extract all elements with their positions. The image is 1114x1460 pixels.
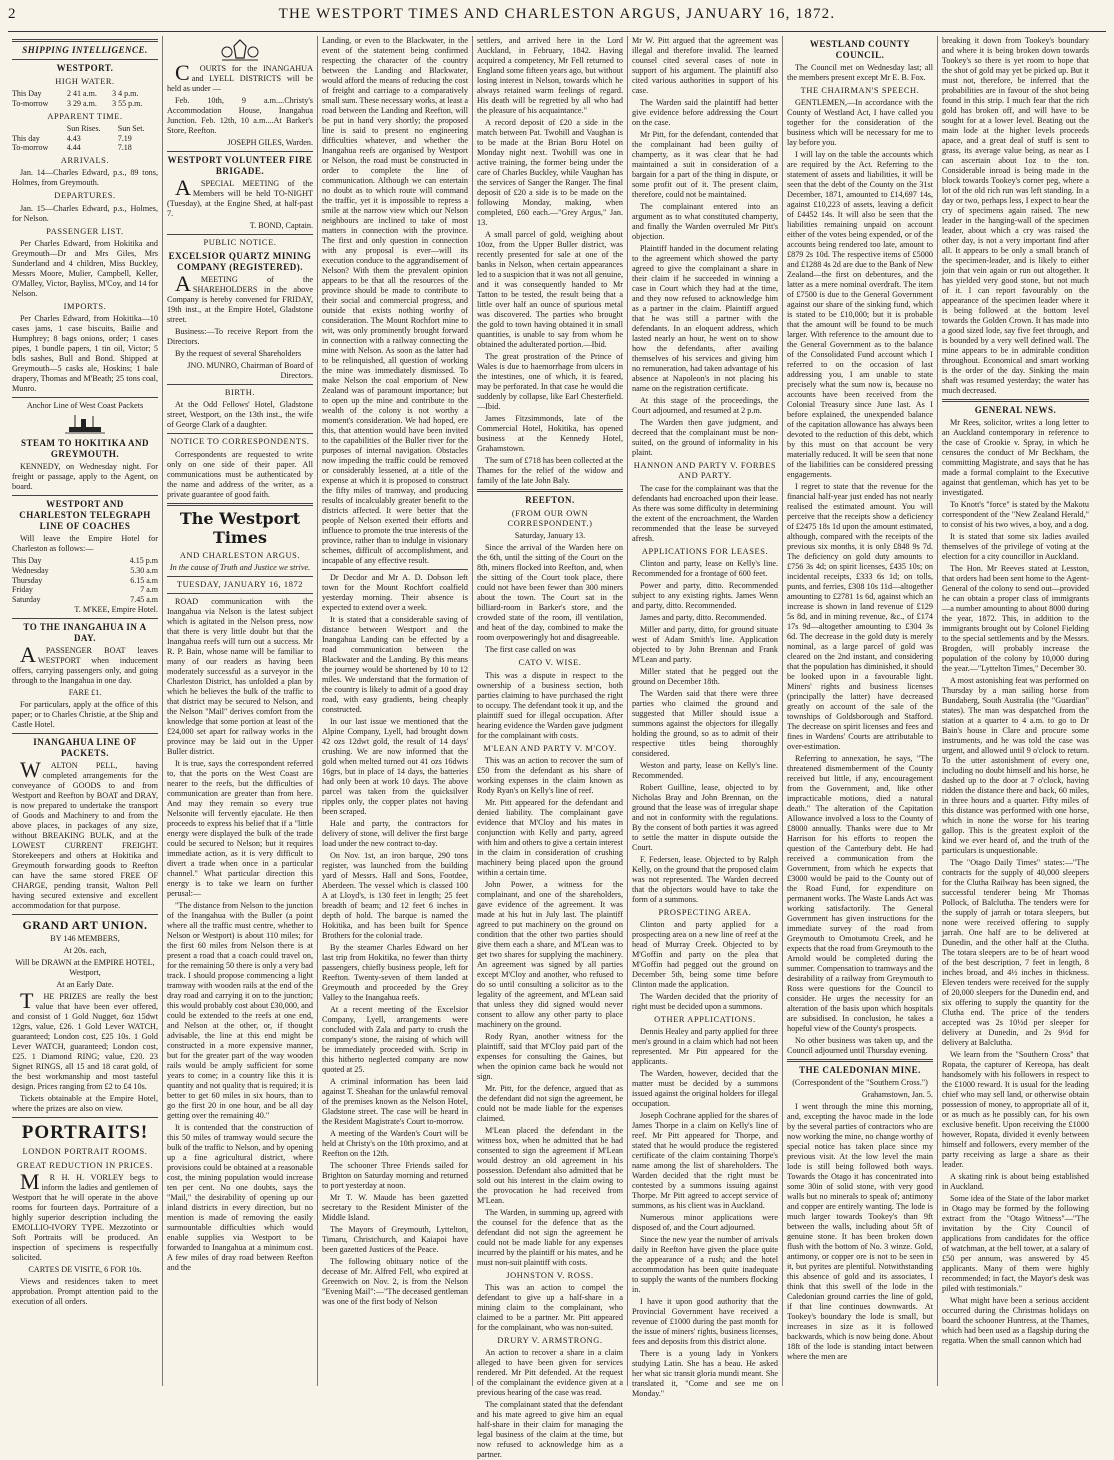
news-item: James Fitzsimmonds, late of the Commercial Hotel, Hokitika, has opened business at the Kennedy Hotel, Grahamstown. <box>477 414 623 453</box>
editorial-paragraph: "The distance from Nelson to the junction of the Inangahua with the Buller (a point where all the traffic must centre, whether to Nelson or Westport) is about 110 miles; for the first 60 miles from Nelson there is at present a road that a coach could travel on, for the remaining 50 there is only a very bad track. I should propose commencing a light tramway with wooden rails at the end of the dray road and carrying it on to the junction; this would probably cost about £30,000, and could be extended to the reefs at one end, and Nelson at the other, or, if thought advisable, the line at this end might be constructed in a more expensive manner, but for the greater part of the way wooden rails would be amply sufficient for some years to come; in a country like this it is quantity and not quality that is required; it is better to get 60 miles in six hours, than to go the first 20 in one hour, and be all day getting over the remaining 40." <box>167 901 313 1121</box>
inangahua-heading: TO THE INANGAHUA IN A DAY. <box>23 621 147 643</box>
correspondents-text: Correspondents are requested to write only on one side of their paper. All communications must be authenticated by the name and address of the writer, as a private guarantee of good faith. <box>167 449 313 499</box>
tickets-text: Tickets obtainable at the Empire Hotel, where the prizes are also on view. <box>12 1094 158 1114</box>
speech-paragraph: No other business was taken up, and the Council adjourned until Thursday evening. <box>787 1036 933 1056</box>
reefton-paragraph: The Warden said the plaintiff had better give evidence before addressing the Court on the case. <box>632 98 778 127</box>
coach-signature: T. M'KEE, Empire Hotel. <box>74 604 158 614</box>
application-text: James and party, ditto. Recommended. <box>640 612 767 622</box>
other-text: Joseph Cochrane applied for the shares of James Thorpe in a claim on Kelly's line of reef. Mr Pitt appeared for Thorpe, and stated that he would produce the registered certificate of the claim containing Thorpe's name among the list of shareholders. The Warden decided that the right must be contested by a summons issuing against Thorpe. Mr Pitt agreed to accept service of summons, as his client was in Auckland. <box>632 1111 778 1211</box>
column-4 <box>473 36 628 1460</box>
port-heading: WESTPORT. <box>56 62 114 73</box>
news-item: Mr Rees, solicitor, writes a long letter to an Auckland contemporary in reference to the case of Crookie v. Spray, in which he censures the conduct of Mr Beckham, the committing Magistrate, and says that he has made a formal complaint to the Executive against that gentleman, which has yet to be investigated. <box>942 417 1089 497</box>
inangahua-apply: For particulars, apply at the office of this paper; or to Charles Christie, at the Ship and Castle Hotel. <box>12 699 158 729</box>
section-heading: SHIPPING INTELLIGENCE. <box>22 45 148 55</box>
news-item: It is stated that some six ladies availed themselves of the privilege of voting at the election for a city councillor in Auckland. <box>942 531 1089 561</box>
case-text: This was a dispute in respect to the ownership of a business section, both parties claiming to have purchased the right to occupy. The defendant took it up, and the plaintiff sued for illegal occupation. After hearing evidence the Warden gave judgment for the complainant with costs. <box>477 670 623 740</box>
courts-notice: COURTS for the INANGAHUA and LYELL DISTRICTS will be held as under — <box>167 60 313 93</box>
other-text: Numerous minor applications were disposed of, and the Court adjourned. <box>632 1213 778 1233</box>
news-item: A most astonishing feat was performed on Thursday by a man sailing horse from Bundaberg, South Australia (the "Guardian" states). The man was despatched from the station at a quarter to 4 a.m. to go to Dr Bain's house in Clare and procure some instruments, and he was told the case was urgent, and allowed until 9 o'clock to return. To the utter astonishment of every one, including no doubt himself and his horse, he dashed up to the door at 7 o'clock, having ridden the distance there and back, 60 miles, in three hours and a quarter. Fifty miles of this distance was performed with one horse, which in none the worse for his tearing gallop. This is the greatest exploit of the kind we ever heard of, and the truth of the particulars is unquestionable. <box>942 675 1089 855</box>
case-text: Mr. Pitt, for the defence, argued that as the defendant did not sign the agreement, he could not be made liable for the expenses claimed. <box>477 1083 623 1123</box>
cartes-text: CARTES DE VISITE, 6 FOR 10s. <box>28 1264 142 1274</box>
packets-line-heading: INANGAHUA LINE OF PACKETS. <box>33 736 137 758</box>
imports-text: Per Charles Edward, from Hokitika—10 cases jams, 1 case biscuits, Bailie and Humphrey; 8 bags onions, order; 1 cases pipes, 1 bundle papers, 1 tin oil, Victor; 5 bdls sashes, Bull and Bond. Shipped at Greymouth—5 casks ale, Hoskins; 1 bale drapery, Thomas and M'Beath; 25 tons coal, Munro. <box>12 314 158 394</box>
news-item: The schooner Three Friends sailed for Brighton on Saturday morning and returned to port yesterday at noon. <box>322 1161 468 1190</box>
page-number: 2 <box>8 6 16 22</box>
editorial-continued: Landing, or even to the Blackwater, in the event of the statement being confirmed respecting the character of the country between the Landing and Blackwater, would afford the means of reducing the cost of freight and carriage to a comparatively small sum. These necessary works, at least a road between the Landing and Reefton, will be put in hand very shortly; the proposed line is said to present no engineering difficulties whatever, and whether the Inangahua reefs are organised by Westport or Nelson, the road must be constructed in order to complete the line of communication. Although we can entertain no doubt as to which route will command the traffic, yet it is impossible to repress a smile at the narrow view which our Nelson neighbours are inclined to take of most matters in connection with the province. The first and only question in connection with any proposal is ever—will its execution conduce to the aggrandisement of Nelson? With them the prevalent opinion appears to be that all the resources of the province should be made to contribute to their social and commercial progress, and outside that exists nothing worthy of consideration. The Mount Rochfort mine to wit, was only prominently brought forward in connection with a railway connecting the mine with Nelson. As soon as the latter had to be relinquished, all question of working the mine was immediately dismissed. To make Nelson the coal emporium of New Zealand was of paramount importance; but to open up the mine and contribute to the wealth of the colony is not worthy a moment's consideration. We had hoped, ere this, that attention would have been invited to the capabilities of the Buller river for the purposes of internal navigation. Obstacles now impeding the traffic could be removed or considerably lessened, at a title of the expense at which it is proposed to construct the fifty miles of tramway, and producing results of incalculably greater benefit to the districts affected. It were better that the people of Nelson exerted their efforts and influence to promote the true interests of the province, rather than to indulge in visionary schemes, difficult of accomplishment, and incapable of any effective result. <box>322 36 468 565</box>
prospecting-text: The Warden decided that the priority of right must be decided upon a summons. <box>632 992 778 1011</box>
fare-text: FARE £1. <box>68 687 102 697</box>
news-item: The great prostration of the Prince of Wales is due to haemorrhage from ulcers in the intestines, one of which, it is feared, may be perforated. In that case he would die suddenly by collapse, like Earl Chesterfield.—Ibid. <box>477 352 623 411</box>
imports-heading: IMPORTS. <box>63 301 107 311</box>
reefton-paragraph: Mr W. Pitt argued that the agreement was illegal and therefore invalid. The learned counsel cited several cases of note in support of his argument. The plaintiff also cited various authorities in support of his case. <box>632 36 778 95</box>
case-heading: DRURY V. ARMSTRONG. <box>497 1336 603 1346</box>
speech-heading: THE CHAIRMAN'S SPEECH. <box>800 85 920 95</box>
table-row: This Day 2 41 a.m. 3 4 p.m. <box>12 89 139 99</box>
council-intro: The Council met on Wednesday last; all the members present except Mr E. B. Fox. <box>787 62 933 82</box>
passenger-text: Per Charles Edward, from Hokitika and Greymouth—Dr and Mrs Giles, Mrs Sunderland and 4 children, Miss Buckley, Messrs Moore, Mulier, Campbell, Keller, O'Malley, Victor, Bayliss, M'Coy, and 14 for Nelson. <box>12 238 159 298</box>
reefton-sub: (FROM OUR OWN CORRESPONDENT.) <box>507 508 593 529</box>
high-water-table <box>12 89 158 109</box>
table-row: Friday 7 a.m <box>12 585 158 595</box>
coach-intro: Will leave the Empire Hotel for Charleston as follows:— <box>12 534 158 554</box>
news-item: In our last issue we mentioned that the Alpine Company, Lyell, had brought down 42 ozs 12dwt gold, the result of 14 days' crushing. We are now informed that the gold when melted turned out 41 ozs 16dwts 16grs, but in place of 14 days, the batteries had only been at work 10 days. The above parcel was taken from the quicksilver ripples only, the copper plates not having been scraped. <box>322 717 468 816</box>
correspondents-heading: NOTICE TO CORRESPONDENTS. <box>170 437 310 447</box>
fire-signature: T. BOND, Captain. <box>249 220 313 230</box>
issue-date: TUESDAY, JANUARY 16, 1872 <box>176 579 304 589</box>
reefton-date: Saturday, January 13. <box>514 531 586 541</box>
news-item: What might have been a serious accident occurred during the Christmas holidays on board the schooner Huntress, at the Thames, which had been used as a flagship during the regatta. When the small cannon which had <box>942 1295 1089 1345</box>
excelsior-heading: EXCELSIOR QUARTZ MINING COMPANY (REGISTERED). <box>168 251 312 273</box>
table-row: Wednesday 5.30 a.m <box>12 565 158 575</box>
column-2 <box>163 36 318 1386</box>
table-row: Sun Rises. Sun Set. <box>66 123 145 133</box>
application-text: Weston and party, lease on Kelly's line. Recommended. <box>632 760 778 780</box>
other-text: Since the new year the number of arrivals daily in Reefton have given the place quite the appearance of a rush; and the hotel accommodation has been quite inadequate to supply the wants of the numbers flocking in. <box>632 1235 778 1295</box>
other-applications-heading: OTHER APPLICATIONS. <box>654 1015 756 1024</box>
application-text: Miller and party, ditto, for ground situate west of Adam Smith's line. Application objected to by John Brennan and Frank M'Lean and party. <box>632 624 778 664</box>
application-text: F. Federsen, lease. Objected to by Ralph Kelly, on the ground that the proposed claim was not represented. The Warden decreed that the objectors would have to take the form of a summons. <box>632 854 778 904</box>
application-text: Clinton and party, lease on Kelly's line. Recommended for a frontage of 600 feet. <box>632 558 778 578</box>
excelsior-signature: JNO. MUNRO, Chairman of Board of Directors. <box>187 361 313 381</box>
news-item: The following obituary notice of the decease of Mr. Alfred Fell, who expired at Greenwich on Nov. 2, is from the Nelson "Evening Mail":—"The deceased gentleman was one of the first body of Nelson <box>322 1257 468 1306</box>
news-item: A small parcel of gold, weighing about 10oz, from the Upper Buller district, was recently presented for sale at one of the banks in Nelson, when certain appearances led to a suspicion that it was not all genuine, and it was consequently handed to Mr Tatton to be tested, the result being that a little over half an ounce of spurious metal was discovered. The parties who brought the gold to town having obtained it in small quantities, is unable to say from whom he obtained the adulterated portion.—Ibid. <box>477 230 623 349</box>
case-text: This was an action to compel the defendant to give up a half-share in a mining claim to the complainant, who claimed to be a partner. Mr. Pitt appeared for the complainant, who was non-suited. <box>477 1283 623 1333</box>
news-item: We learn from the "Southern Cross" that Ropata, the capturer of Kereopa, has dealt handsomely with his followers in respect to the £1000 reward. It is usual for the leading chief who may sell land, or otherwise obtain possession of money, to appropriate all of it, or as much as he possibly can, for his own exclusive benefit. Upon receiving the £1000 however, Ropata, divided it evenly between himself and followers, every member of the party receiving as large a share as their leader. <box>942 1049 1089 1169</box>
news-item: A skating rink is about being established in Auckland. <box>942 1171 1089 1191</box>
inangahua-text: APASSENGER BOAT leaves WESTPORT when inducement offers, carrying passengers only, and going through to the Inangahua in one day. <box>12 641 158 685</box>
apparent-time-heading: APPARENT TIME. <box>47 111 123 121</box>
portraits-heading: PORTRAITS! <box>21 1122 149 1144</box>
steam-text: KENNEDY, on Wednesday night. For freight or passage, apply to the Agent, on board. <box>12 462 158 492</box>
column-6 <box>783 36 938 1386</box>
table-row: To-morrow 3 29 a.m. 3 55 p.m. <box>12 98 143 108</box>
column-5 <box>628 36 783 1399</box>
mine-sub: (Correspondent of the "Southern Cross.") <box>792 1078 928 1088</box>
news-item: The sum of £718 has been collected at the Thames for the relief of the widow and family of the late John Baly. <box>477 456 623 485</box>
excelsior-text: AMEETING of the SHAREHOLDERS in the above Company is hereby convened for FRIDAY, 19th inst., at the Empire Hotel, Gladstone street. <box>167 271 313 325</box>
steamship-icon <box>63 413 107 435</box>
excelsior-business: Business:—To receive Report from the Directors. <box>167 327 313 347</box>
reefton-paragraph: The Warden then gave judgment, and decreed that the complainant must be non-suited, on the ground of informality in his plaint. <box>632 418 778 457</box>
news-item: settlers, and arrived here in the Lord Auckland, in February, 1842. Having acquired a competency, Mr Fell returned to England some fifteen years ago, but without losing interest in Nelson, towards which he always retained warm feelings of regard. His death will be regretted by all who had the pleasure of his acquaintance." <box>477 36 623 115</box>
portraits-sub: LONDON PORTRAIT ROOMS. <box>22 1147 148 1157</box>
prospecting-text: Clinton and party applied for a prospecting area on a new line of reef at the head of Murray Creek. Objected to by M'Goffin and party on the plea that M'Goffin had pegged out the ground on December 5th, being some time before Clinton made the application. <box>632 920 778 989</box>
applications-heading: APPLICATIONS FOR LEASES. <box>641 546 769 556</box>
table-row: This day 4.43 7.19 <box>12 133 132 143</box>
news-item: A criminal information has been laid against T. Sheahan for the unlawful removal of the premises known as the Nelson Hotel, Gladstone street. The case will be heard in the Resident Magistrate's Court to-morrow. <box>322 1077 468 1126</box>
case-heading: M'LEAN AND PARTY V. M'COY. <box>483 743 617 753</box>
case-text: The case for the complainant was that the defendants had encroached upon their lease. As there was some difficulty in determining the extent of the encroachment, the Warden recommended that the lease be surveyed afresh. <box>632 483 778 543</box>
case-heading: CATO V. WISE. <box>518 658 582 668</box>
news-item: On Nov. 1st, an iron barque, 290 tons register, was launched from the building yard of Messrs. Hall and Sons, Footdee, Aberdeen. The vessel which is classed 100 A at Lloyd's, is 130 feet in length; 25 feet breadth of beam; and 12 feet 6 inches in depth of hold. The barque is named the Hokitika, and has been built for Spence Brothers for the colonial trade. <box>322 851 468 940</box>
speech-paragraph: Referring to annexation, he says, "The threatened dismemberment of the County received but little, if any, encouragement from the Government, and, like other impracticable motions, died a natural death." The alteration of the Capitation Allowance involved a loss to the County of £8000 annually. Thanks were due to Mr Harrison for his efforts to reopen the question of the Canterbury debt. He had received a communication from the Government, from which he expects that £3000 would be paid to the County out of the Road Fund, for expenditure on permanent works. The Waste Lands Act was working satisfactorily. The General Government has given instructions for the immediate survey of the road from Greymouth to Omotumotu Creek, and he expects that the road from Greymouth to the Arnold would be completed during the summer. Compensation to tramways and the desirability of a railway from Greymouth to Ross were questions for the Council to consider. He urges the necessity for an alteration of the basis upon which hospitals are subsidised. In conclusion, he takes a hopeful view of the County's prospects. <box>787 754 933 1034</box>
case-heading: JOHNSTON V. ROSS. <box>506 1270 594 1280</box>
mine-date: Grahamstown, Jan. 5. <box>861 1090 933 1100</box>
arrivals-heading: ARRIVALS. <box>60 156 110 166</box>
news-item: A record deposit of £20 a side in the match between Pat. Twohill and Vaughan is to be made at the Brian Boru Hotel on Monday night next. Twohill was one in active training, the former being under the care of Charles Buckley, while Vaughan has the services of Sanger the Ranger. The final deposit of £20 a side is to be made on the following Monday, making, when completed, £60 each.—"Grey Argus," Jan. 13. <box>477 118 623 227</box>
excelsior-request: By the request of several Shareholders <box>175 349 302 359</box>
table-row: To-morrow 4.44 7.18 <box>12 143 132 153</box>
application-text: Power and party, ditto. Recommended subject to any existing rights. James Wenn and party, ditto. Recommended. <box>632 580 778 610</box>
other-text: Dennis Healey and party applied for three men's ground in a claim which had not been represented. Mr Pitt appeared for the applicants. <box>632 1027 778 1067</box>
passenger-heading: PASSENGER LIST. <box>46 226 124 236</box>
table-row: Saturday 7.45 a.m <box>12 595 158 605</box>
reefton-paragraph: The first case called on was <box>485 645 576 655</box>
council-heading: WESTLAND COUNTY COUNCIL. <box>809 39 911 60</box>
news-item: The "Otago Daily Times" states:—"The contracts for the supply of 40,000 sleepers for the Clutha Railway has been signed, the successful tenderer being Mr Thomas Pollock, of Balclutha. The tenders were for the supply of jarrah or totara sleepers, but none were received offering to supply jarrah. One half are to be delivered at Dunedin, and the other half at the Clutha. The totara sleepers are to be of heart wood of the best description, 7 feet in length, 8 inches broad, and 4½ inches in thickness. Eleven tenders were received for the supply of 20,000 sleepers for the Dunedin end, and six offering to supply the quantity for the Clutha end. The price of the tenders accepted was 2s 10½d per sleeper for delivery at Dunedin, and 2s 9½d for delivery at Balclutha. <box>942 857 1089 1047</box>
case-text: An action to recover a share in a claim alleged to have been given for services rendered. Mr Pitt defended. At the request of the complainant the evidence given at a previous hearing of the case was read. <box>477 1348 623 1398</box>
page-masthead <box>8 6 1106 32</box>
application-text: The Warden said that there were three parties who claimed the ground and suggested that Miller should issue a summons against the objectors for illegally holding the ground, so as to admit of their respective titles being thoroughly considered. <box>632 688 778 758</box>
arrivals-text: Jan. 14—Charles Edward, p.s., 89 tons, Holmes, from Greymouth. <box>12 168 158 188</box>
column-1 <box>8 36 163 1386</box>
walton-text: WALTON PELL, having completed arrangements for the conveyance of GOODS to and from Westport and Reefton by BOAT and DRAY, is now prepared to undertake the transport of Goods and Machinery to and from the above places, in packages of any size, without BREAKING BULK, and at the LOWEST CURRENT FREIGHT. Storekeepers and others at Hokitika and Greymouth forwarding goods to Reefton can have the same stored FREE OF CHARGE, pending transit, Walton Pell having secured extensive and excellent accommodation for that purpose. <box>12 756 158 910</box>
column-7 <box>938 36 1093 1386</box>
news-item: The Hon. Mr Reeves stated at Lesston, that orders had been sent home to the Agent-General of the colony to send out—provided he can obtain a proper class of immigrants—a number amounting to about 8000 during the year, 1872. This, in addition to the immigrants brought out by Colonel Fielding to the special settlements and by the Messrs. Brogden, will probably increase the population of the colony by 10,000 during the year.—"Lyttelton Times," December 30. <box>942 563 1089 673</box>
art-union-members: BY 146 MEMBERS, <box>50 934 120 944</box>
departures-text: Jan. 15—Charles Edward, p.s., Holmes, for Nelson. <box>12 203 158 223</box>
birth-heading: BIRTH. <box>224 388 256 398</box>
departures-heading: DEPARTURES. <box>54 191 116 201</box>
columns <box>8 36 1106 1460</box>
coach-heading: WESTPORT AND CHARLESTON TELEGRAPH LINE OF COACHES <box>19 499 151 532</box>
news-item: A meeting of the Warden's Court will be held at Christy's on the 10th proximo, and at Reefton on the 12th. <box>322 1129 468 1158</box>
fire-text: ASPECIAL MEETING of the Members will be held TO-NIGHT (Tuesday), at the Engine Shed, at half-past 7. <box>167 174 313 218</box>
speech-paragraph: I will lay on the table the accounts which are required by the Act. Referring to the statement of assets and liabilities, it will be seen that the debt of the County on the 31st December, 1871, amounted to £14,697 14s, against £10,223 of assets, leaving a deficit of £4452 14s. It will also be seen that the liabilities remaining unpaid on account either of the votes being expended, or of the accounts being rendered too late, amount to £879 2s 10d. The respective items of £5000 and £1288 4s 2d are due to the Bank of New Zealand—the first on debentures, and the latter as a mere nominal overdraft. The item of £7500 is due to the General Government against our share of the sinking fund, which is stated to be £10,000; but it is probable that the amount will be found to be much larger. With reference to the amount due to the General Government as to the balance of the Consolidated Fund account which I referred to on the occasion of last addressing you, I am unable to state precisely what the sum now is, because no accounts have been received from the Colonial Treasury since June last. As I before explained, the unexpended balance of the capitation allowance has always been devoted to the reduction of this debt, which by this must on that account be very materially reduced. It will be seen that none of the liabilities can be considered pressing engagements. <box>787 150 933 480</box>
news-item: The Mayors of Greymouth, Lyttelton, Timaru, Christchurch, and Kaiapoi have been gazetted Justices of the Peace. <box>322 1225 468 1254</box>
application-text: Miller stated that he pegged out the ground on December 18th. <box>632 666 778 686</box>
art-union-heading: GRAND ART UNION. <box>22 917 148 932</box>
paper-title: The Westport Times <box>179 508 301 548</box>
reefton-heading: REEFTON. <box>525 495 575 505</box>
portraits-text: MR H. H. VORLEY begs to inform the ladies and gentlemen of Westport that he will operate in the above rooms for fourteen days. Portraiture of a highly superior description including the EMOLLIO-IVORY TYPE. Mezzotinto or Soft Portraits will be produced. An inspection of specimens is respectfully solicited. <box>12 1168 158 1262</box>
news-item: To Knott's "force" is stated by the Makotu correspondent of the "New Zealand Herald," to consist of his two wives, a boy, and a dog. <box>942 499 1089 529</box>
masthead-title: THE WESTPORT TIMES AND CHARLESTON ARGUS, JANUARY 16, 1872. <box>278 6 836 22</box>
public-notice-heading: PUBLIC NOTICE. <box>203 237 277 247</box>
art-union-draw: Will be DRAWN at the EMPIRE HOTEL, Westport, <box>15 958 155 978</box>
fire-heading: WESTPORT VOLUNTEER FIRE BRIGADE. <box>167 155 313 176</box>
birth-text: At the Odd Fellows' Hotel, Gladstone street, Westport, on the 13th inst., the wife of George Clark of a daughter. <box>167 400 313 430</box>
royal-arms-icon <box>218 38 262 62</box>
column-3 <box>318 36 473 1386</box>
news-item: It is stated that a considerable saving of distance between Westport and the Inangahua Landing can be effected by a road communication between the Blackwater and the Landing. By this means the journey would be shortened by 10 to 12 miles. We understand that the formation of the country is likely to admit of a good dray road, with easy gradients, being cheaply constructed. <box>322 615 468 714</box>
table-row: This Day 4.15 p.m <box>12 556 158 566</box>
apparent-time-table <box>12 124 158 153</box>
art-union-date: At an Early Date. <box>56 980 114 990</box>
news-item: By the steamer Charles Edward on her last trip from Hokitika, no fewer than thirty passengers, chiefly business people, left for Reefton. Twenty-seven of them landed at Greymouth and proceeded by the Grey Valley to the Inangahua reefs. <box>322 943 468 1002</box>
mine-continued: breaking it down from Tookey's boundary and where it is being broken down towards Tookey's so there is yet room to hope that the shot of gold may yet be picked up. But it must not, therefore, be inferred that the probabilities are in favour of the shot being found in this strip. I much fear that the rich gold has broken off, and will have to be sought for at a lower level. Beating out the main lode at the higher levels proceeds apace, and a great deal of stuff is sent to grass, its average value being, as near as I can ascertain about 1oz to the ton. Considerable inroad is being made in the block towards Tookey's corner peg, where a lot of the old rich run was left standing. In a day or two, perhaps less, I expect to hear the cry of specimens again raised. The new leader in the hanging-wall of the specimen leader, about which a cry was raised the other day, is not a very important find after all. It appears to be only a small branch of the specimen-leader, and is likely to either join that vein again or run out altogether. It has yielded very good stone, but not much of it. I can report favourably on the appearance of the specimen leader where it is being followed at the bottom level towards the Golden Crown. It has made into a good sized lode, say five feet through, and is bounded by a very well defined wall. The mine appears to be in admirable condition throughout. Economical and smart working is the order of the day. Sinking the main shaft was resumed yesterday; the water has much decreased. <box>942 36 1089 395</box>
case-text: The complainant stated that the defendant and his mate agreed to give him an equal half-share in their claim for managing the legal business of the claim at the time, but now refused to acknowledge him as a partner. <box>477 1400 623 1460</box>
case-text: M'Lean placed the defendant in the witness box, when he admitted that he had consented to sign the agreement if M'Lean would destroy an old agreement in his possession. Defendant also admitted that he sold out his interest in the claim owing to the provocation he had received from M'Lean. <box>477 1125 623 1205</box>
speech-paragraph: GENTLEMEN,—In accordance with the County of Westland Act, I have called you together for the consideration of the business which will be necessary for me to lay before you. <box>787 98 933 148</box>
case-text: John Power, a witness for the complainant, and one of the shareholders, gave evidence of the agreement. It was made at his hut in July last. The plaintiff agreed to put machinery on the ground on condition that the other two parties should give them each a share, and M'Lean was to get two shares for supplying the machinery. An agreement was signed by all parties except M'Cloy and another, who refused to do so until consulting a solicitor as to the legality of the agreement, and M'Lean said that unless they did signed would never consent to allow any other party to place machinery on the ground. <box>477 879 623 1029</box>
mine-heading: THE CALEDONIAN MINE. <box>799 1065 921 1076</box>
courts-signature: JOSEPH GILES, Warden. <box>227 138 313 147</box>
case-text: This was an action to recover the sum of £50 from the defendant as his share of working expenses in the claim known as Rody Ryan's on Kelly's line of reef. <box>477 755 623 795</box>
other-text: I have it upon good authority that the Provincial Government have received a revenue of £1000 during the past month for the issue of miners' rights, business licenses, fees and deposits from this district alone. <box>632 1297 778 1347</box>
news-item: Dr Decdor and Mr A. D. Dobson left town for the Mount Rochfort coalfield yesterday morning. Their absence is expected to extend over a week. <box>322 573 468 612</box>
reefton-paragraph: The complainant entered into an argument as to what constituted champerty, and finally the Warden overruled Mr Pitt's objection. <box>632 202 778 241</box>
views-text: Views and residences taken to meet approbation. Prompt attention paid to the execution of all orders. <box>12 1276 158 1306</box>
editorial-paragraph: ROAD communication with the Inangahua via Nelson is the latest subject which is agitated in the Nelson press, now that there is very little doubt but that the Inangahua reefs will turn out a success. Mr R. P. Bain, whose name will be familiar to many of our readers as having been moderately successful as a surveyor in the Charleston District, has unfolded a plan by which he believes the bulk of the traffic to that district may be secured to Nelson, and the Nelson "Mail" derives comfort from the knowledge that some portion at least of the £24,000 set apart for railway works in the province may be laid out in the Upper Buller district. <box>167 597 313 757</box>
general-news-heading: GENERAL NEWS. <box>974 405 1057 415</box>
news-item: Hale and party, the contractors for delivery of stone, will deliver the first barge load under the new contract to-day. <box>322 819 468 848</box>
news-item: At a recent meeting of the Excelsior Company, Lyell, arrangements were concluded with Zala and party to crush the company's stone, the raising of which will be immediately proceeded with. Scrip in this hitherto neglected company are now quoted at 25. <box>322 1005 468 1074</box>
reefton-paragraph: Since the arrival of the Warden here on the 6th, until the sitting of the Court on the 8th, miners flocked into Reefton, and, when the sitting of the Court took place, there could not have been fewer than 300 miners about the town. The Court sat in the billiard-room in Barker's store, and the crowded state of the room, ill ventilation, and heat of the day, combined to make the room overpoweringly hot and disagreeable. <box>477 543 623 643</box>
rule <box>12 39 158 42</box>
prizes-text: THE PRIZES are really the best value that have been ever offered, and consist of 1 Gold Nugget, 6oz 15dwt 12grs, value, £26. 1 Gold Lever WATCH, guaranteed; London cost, £25 10s. 1 Gold Lever WATCH, guaranteed; London cost, £25. 1 Diamond RING; value, £20. 23 Signet RINGS, all 15 and 18 carat gold, of the best workmanship and most tasteful design. Prices ranging from £2 to £4 10s. <box>12 988 158 1092</box>
art-union-price: At 20s. each, <box>63 946 107 956</box>
reefton-paragraph: Plaintiff handed in the document relating to the agreement which showed the party agreed to give the complainant a share in their claim if he succeeded in winning a case in Court which they had at the time, and they now refused to acknowledge him as a partner in the claim. Plaintiff argued that he was still a partner with the defendants. In an eloquent address, which lasted nearly an hour, he went on to show how the defendants, after availing themselves of his services and giving him no remuneration, had taken advantage of his absence at Napoleon's in not placing his name on the registration certificate. <box>632 244 778 393</box>
packets-heading: Anchor Line of West Coast Packets <box>26 401 144 411</box>
editorial-paragraph: It is contended that the construction of this 50 miles of tramway would secure the bulk of the traffic to Nelson, and by opening up a fine agricultural district, where provisions could be obtained at a reasonable cost, the mining population would increase ten per cent. No one doubts, says the "Mail," the desirability of opening up our inland districts in every direction, but no mention is made of removing the easily surmountable difficulties which would enable supplies via Westport to be forwarded to Inangahua at a minimum cost. A few miles of dray road between Reefton and the <box>167 1123 313 1273</box>
high-water-heading: HIGH WATER. <box>55 76 115 86</box>
speech-paragraph: I regret to state that the revenue for the financial half-year just ended has not nearly realised the estimated amount. You will perceive that the receipts show a deficiency of £2475 18s 1d upon the amount estimated, although, compared with the receipts of the previous six months, it is only £848 9s 7d. The deficiency on gold duty amounts to £756 3s 4d; on spirit licenses, £435 10s; on incidental receipts, £333 6s 1d; on tolls, punts, and ferries, £308 10s 11d—altogether amounting to £2781 1s 6d, against which an increase is shown in land revenue of £129 5s 8d, and in mining revenue, &c., of £174 17s 9d—altogether amounting to £304 3s 6d. The decrease in the gold duty is merely nominal, as a large parcel of gold was cleared on the 2nd instant, and considering that the population has diminished, it should be looked upon in a favourable light. Miners' rights and business licenses (principally the latter) have decreased greatly on account of the sale of the townships of Goldsborough and Stafford. The decrease on spirit licenses and fees and fines in Wardens' Courts are attributable to over-estimation. <box>787 482 933 752</box>
case-text: Rody Ryan, another witness for the plaintiff, said that M'Cloy paid part of the expenses for consulting the Gaines, but when the opinion came back he would not sign. <box>477 1031 623 1081</box>
prospecting-heading: PROSPECTING AREA. <box>658 907 752 917</box>
other-text: There is a young lady in Yonkers studying Latin. She has a beau. He asked her what sic transit gloria mundi meant. She translated it, "Come and see me on Monday." <box>632 1349 778 1399</box>
news-item: Mr T. W. Maude has been gazetted secretary to the Resident Minister of the Middle Island. <box>322 1193 468 1222</box>
news-item: Some idea of the State of the labor market in Otago may be formed by the following extract from the "Otago Witness"—"The invitation by the City Council of applications from candidates for the office of watchman, at the bell tower, at a salary of £50 per annum, was answered by 45 applicants. Many of them were highly recommended; in fact, the Mayor's desk was piled with testimonials." <box>942 1193 1089 1293</box>
application-text: Robert Guilline, lease, objected to by Nicholas Bray and John Brennan, on the ground that the lease was of irregular shape and not in conformity with the regulations. By the consent of both parties it was agreed to settle the matter in dispute outside the Court. <box>632 782 778 852</box>
case-text: Mr. Pitt appeared for the defendant and denied liability. The complainant gave evidence that M'Cloy and his mates in conjunction with Kelly and party, agreed with him and others to give a certain interest in the claim in consideration of crushing machinery being placed upon the ground within a certain time. <box>477 797 623 877</box>
portraits-sub2: GREAT REDUCTION IN PRICES. <box>16 1160 154 1170</box>
coach-times-table <box>12 556 158 605</box>
case-text: The Warden, in summing up, agreed with the counsel for the defence that as the defendant did not sign the agreement he could not be made liable for any expenses incurred by the plaintiff or his mates, and he must non-suit plaintiff with costs. <box>477 1207 623 1267</box>
paper-subtitle: AND CHARLESTON ARGUS. <box>179 550 301 560</box>
paper-motto: In the cause of Truth and Justice we strive. <box>169 562 311 572</box>
steam-heading: STEAM TO HOKITIKA AND GREYMOUTH. <box>21 438 149 460</box>
other-text: The Warden, however, decided that the matter must be decided by a summons issued against the original holders for illegal occupation. <box>632 1069 778 1109</box>
reefton-paragraph: Mr Pitt, for the defendant, contended that the complainant had been guilty of champerty, as it was clear that he had maintained a suit in consideration of a bargain for a part of the thing in dispute, or some profit out of it. The present claim, therefore, could not be maintained. <box>632 130 778 199</box>
case-heading: HANNON AND PARTY V. FORBES AND PARTY. <box>633 461 777 481</box>
table-row: Thursday 6.15 a.m <box>12 575 158 585</box>
editorial-paragraph: It is true, says the correspondent referred to, that the ports on the West Coast are nearer to the reefs, but the difficulties of communication are greater than from here. And may they remain so every true Nelsonite will fervently ejaculate. He then proceeds to express his belief that if a "little energy were displayed the bulk of the trade could be secured to Nelson; but it requires immediate action, as it is very difficult to divert a trade when once in a particular channel." What particular direction this energy is to take we learn on further perusal:— <box>167 759 313 899</box>
courts-body: Feb. 10th, 9 a.m....Christy's Accommodation House, Inangahua Junction. Feb. 12th, 10 a.m....At Barker's Store, Reefton. <box>167 96 313 135</box>
reefton-paragraph: At this stage of the proceedings, the Court adjourned, and resumed at 2 p.m. <box>632 396 778 415</box>
mine-text: I went through the mine this morning, and, excepting the havoc made in the lode by the several parties of contractors who are now working the mine, no change worthy of special notice has taken place since my previous visit. At the low level the main lode is still being followed both ways. Towards the Otago it has concentrated into some 30in of solid stone, with very good walls but no minerals to speak of; antimony and copper are entirely wanting. The lode is much larger towards Tookey's than 9ft between the walls, including about 5ft of genuine stone. It has been broken down flush with the bottom of No. 3 winze. Gold, antimony, or copper ore is not to be seen in it, but pyrites are plentiful. Notwithstanding this absence of gold and its associates, I think that this swell of the lode in the Caledonian ground carries the line of gold, if that line continues downwards. At Tookey's boundary the lode is small, but increases in size as it is followed backwards, which is now being done. About 18ft of the lode is standing intact between where the men are <box>787 1102 933 1362</box>
